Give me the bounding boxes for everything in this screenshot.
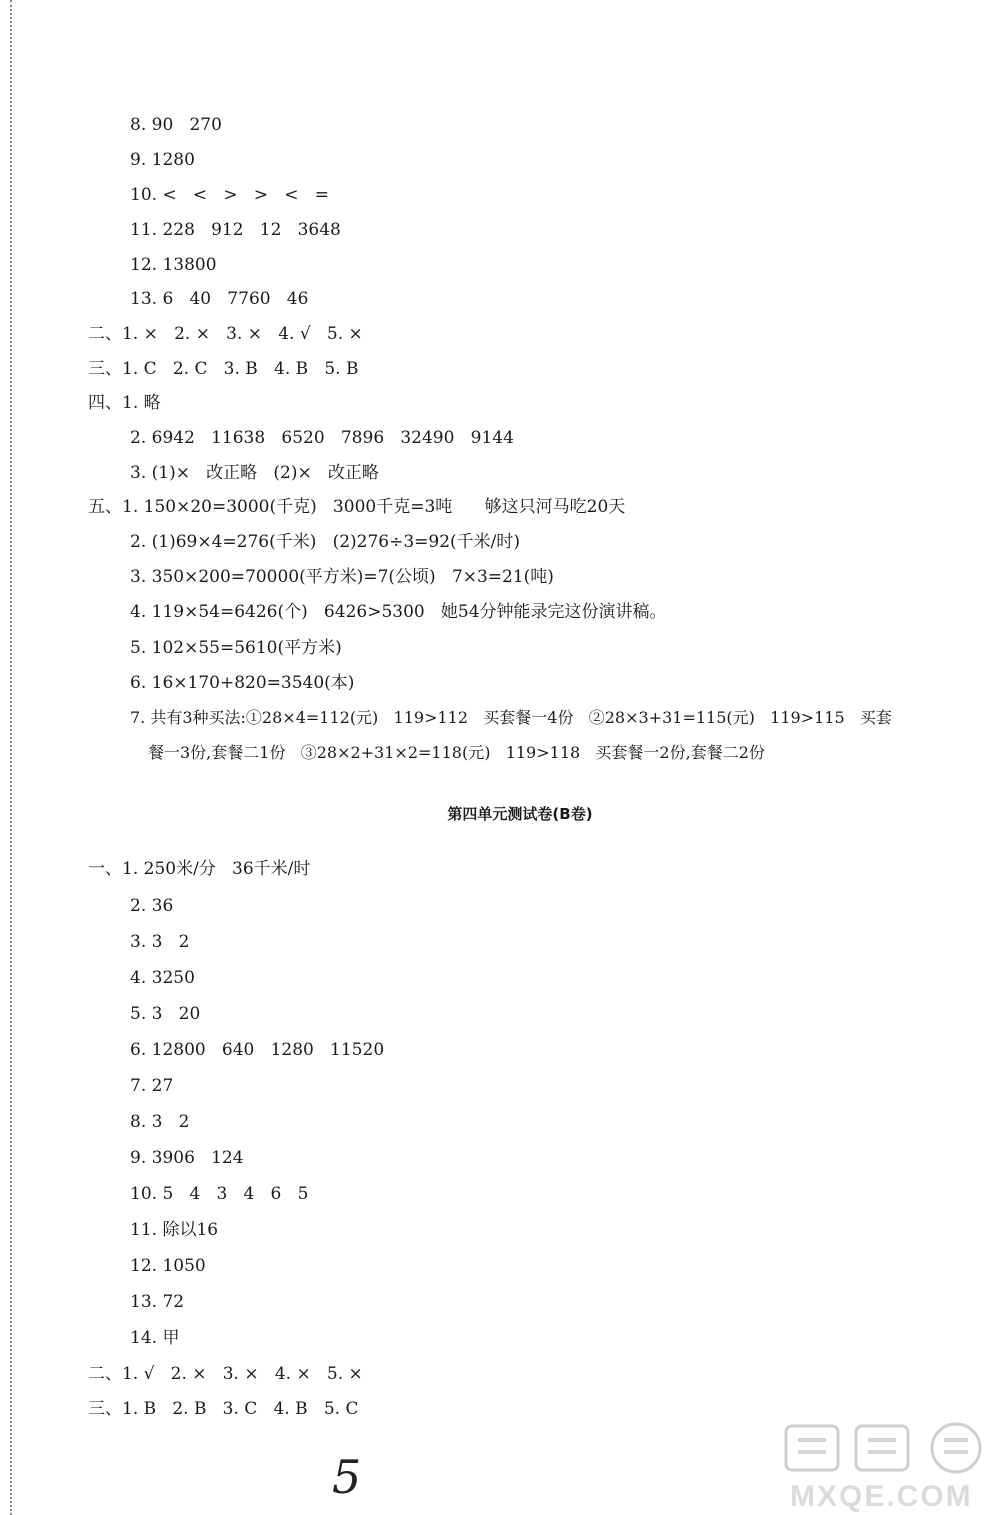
watermark-logo (778, 1420, 1000, 1515)
answer-line: 4. 119×54=6426(个) 6426>5300 她54分钟能录完这份演讲稿。 (130, 602, 667, 622)
answer-line: 11. 228 912 12 3648 (130, 220, 341, 240)
answer-line: 3. (1)× 改正略 (2)× 改正略 (130, 463, 379, 483)
answer-line: 4. 3250 (130, 968, 195, 988)
scan-binding-edge (10, 0, 12, 1515)
answer-line: 10. 5 4 3 4 6 5 (130, 1184, 309, 1204)
answer-line: 2. 36 (130, 896, 174, 916)
answer-line: 三、1. C 2. C 3. B 4. B 5. B (88, 359, 359, 379)
answer-line: 3. 350×200=70000(平方米)=7(公顷) 7×3=21(吨) (130, 567, 554, 587)
answer-line: 11. 除以16 (130, 1220, 219, 1240)
answer-line: 10. < < > > < = (130, 185, 329, 205)
answer-line: 8. 3 2 (130, 1112, 190, 1132)
answer-line: 6. 12800 640 1280 11520 (130, 1040, 385, 1060)
handwritten-page-number: 5 (332, 1450, 362, 1504)
answer-line: 3. 3 2 (130, 932, 190, 952)
answer-line: 7. 共有3种买法:①28×4=112(元) 119>112 买套餐一4份 ②28×3+31=115(元) 119>115 买套 (130, 708, 892, 727)
answer-line: 14. 甲 (130, 1328, 180, 1348)
answer-line: 12. 1050 (130, 1256, 206, 1276)
answer-line: 8. 90 270 (130, 115, 222, 135)
answer-line: 5. 3 20 (130, 1004, 201, 1024)
answer-line: 5. 102×55=5610(平方米) (130, 638, 342, 658)
answer-line: 13. 6 40 7760 46 (130, 289, 309, 309)
answer-line: 12. 13800 (130, 255, 217, 275)
answer-line: 二、1. × 2. × 3. × 4. √ 5. × (88, 324, 363, 344)
answer-line: 三、1. B 2. B 3. C 4. B 5. C (88, 1399, 359, 1419)
answer-line: 五、1. 150×20=3000(千克) 3000千克=3吨 够这只河马吃20天 (88, 497, 626, 517)
answer-line: 13. 72 (130, 1292, 185, 1312)
answer-line: 9. 3906 124 (130, 1148, 244, 1168)
answer-line: 2. (1)69×4=276(千米) (2)276÷3=92(千米/时) (130, 532, 521, 552)
answer-line: 6. 16×170+820=3540(本) (130, 673, 355, 693)
answer-line: 2. 6942 11638 6520 7896 32490 9144 (130, 428, 514, 448)
answer-line: 一、1. 250米/分 36千米/时 (88, 859, 311, 879)
section-title: 第四单元测试卷(B卷) (447, 805, 593, 823)
answer-line: 7. 27 (130, 1076, 174, 1096)
answer-line: 四、1. 略 (88, 393, 161, 413)
answer-line: 二、1. √ 2. × 3. × 4. × 5. × (88, 1364, 363, 1384)
answer-line: 9. 1280 (130, 150, 195, 170)
svg-text:MXQE.COM: MXQE.COM (790, 1480, 973, 1513)
answer-line: 餐一3份,套餐二1份 ③28×2+31×2=118(元) 119>118 买套餐一2份,套餐二2份 (148, 743, 765, 762)
